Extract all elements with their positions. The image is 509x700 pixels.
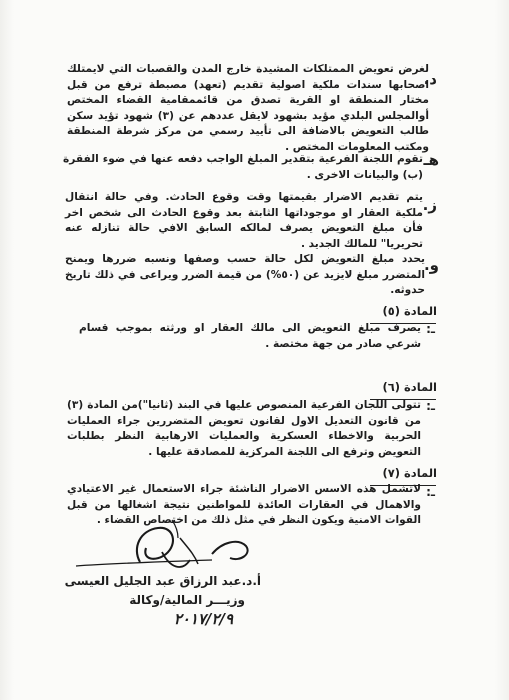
clause-text: يحدد مبلغ التعويض لكل حالة حسب وصفها ونسبه ضررها ويمنح المتضرر مبلغ لايزيد عن (٥٠%) من قيمة الضرر ويراعى في ذلك تاريخ حدوثه. — [65, 253, 425, 297]
article-text: يصرف مبلغ التعويض الى مالك العقار او ورثته بموجب قسام شرعي صادر من جهة مختصة . — [79, 322, 421, 350]
clause-marker: ز. — [422, 196, 437, 214]
article-dash: ـ: — [426, 485, 435, 499]
clause-text: تقوم اللجنة الفرعية بتقدير المبلغ الواجب دفعه عنها في ضوء الفقرة (ب) والبيانات الاخرى . — [63, 153, 423, 181]
clause-marker: د. — [423, 70, 437, 88]
clause-marker: و. — [423, 256, 439, 274]
article-dash: ـ: — [426, 322, 435, 336]
signatory-position: وزيـــر المالية/وكالة — [129, 593, 245, 607]
signatory-name: أ.د.عبد الرزاق عبد الجليل العيسى — [64, 574, 261, 588]
article-title: المادة (٧) — [382, 466, 437, 480]
clause-text: لغرض تعويض الممتلكات المشيدة خارج المدن والقصبات التي لايمتلك اصحابها سندات ملكية اصولية تقديم (تعهد) مصبطة ترفع من قبل مختار المنطقة او القرية تصدق من قائممقامية القضاء المختص أوالمجلس البلدي مؤيد بشهود لايقل عددهم عن (٣) شهود تؤيد سكن طالب التعويض بالاضافة الى تأييد رسمي من مركز شرطة المنطقة ومكتب المعلومات المختص . — [67, 63, 429, 153]
signature-date: ٢٠١٧/٢/٩ — [173, 610, 233, 628]
article-text: تتولى اللجان الفرعية المنصوص عليها في البند (ثانيا")من المادة (٣) من قانون التعديل الاول لقانون تعويض المتضررين جراء العمليات الحربية والاخطاء العسكرية والعمليات الارهابية النظر بطلبات التعويض وترفع الى اللجنة المركزية للمصادقة عليها . — [67, 399, 421, 458]
article-title: المادة (٥) — [382, 304, 437, 318]
article-title: المادة (٦) — [382, 380, 437, 394]
clause-marker: هـ — [423, 151, 439, 169]
article-text: لاتشمل هذه الاسس الاضرار الناشئة جراء الاستعمال غير الاعتيادي والاهمال في العقارات العائدة للمواطنين نتيجة اشغالها من قبل القوات الامنية ويكون النظر في مثل ذلك من اختصاص القضاء . — [67, 483, 421, 527]
article-dash: ـ: — [426, 399, 435, 413]
clause-text: يتم تقديم الاضرار بقيمتها وقت وقوع الحادث. وفي حالة انتقال ملكية العقار او موجوداتها الثابتة بعد وقوع الحادث الى شخص اخر فأن مبلغ التعويض يصرف لمالكه السابق الافي حالة تنازله عنه تحريريا" للمالك الجديد . — [65, 191, 423, 250]
